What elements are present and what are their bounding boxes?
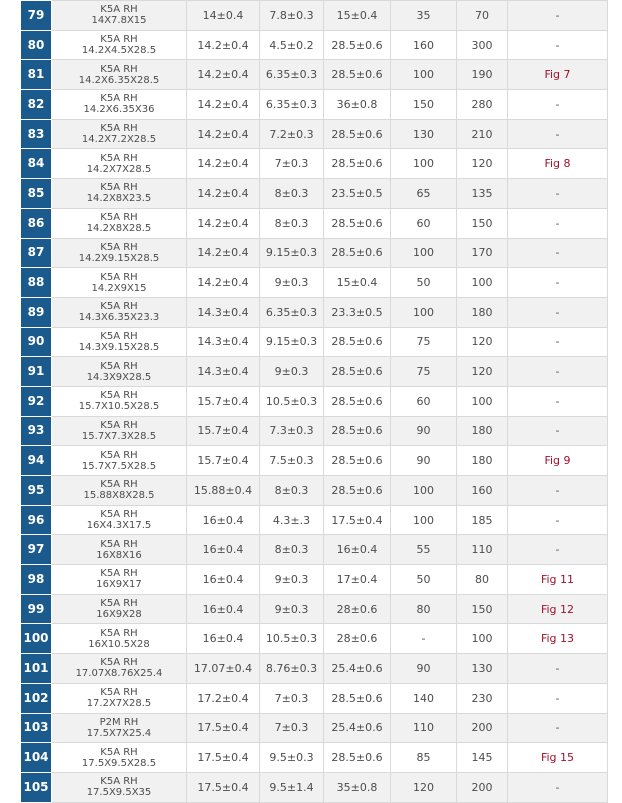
part-size: 14.2X9X15 bbox=[91, 282, 147, 294]
row-number: 92 bbox=[21, 386, 52, 416]
part-size: 14.3X9.15X28.5 bbox=[78, 341, 160, 353]
table-row bbox=[21, 386, 608, 416]
table-row bbox=[21, 327, 608, 357]
figure-cell: - bbox=[508, 30, 608, 60]
value2-cell: 300 bbox=[457, 30, 508, 60]
part-name bbox=[52, 60, 187, 90]
diameter-cell: 16±0.4 bbox=[187, 624, 260, 654]
part-name bbox=[52, 594, 187, 624]
diameter-cell: 15.7±0.4 bbox=[187, 446, 260, 476]
part-series: K5A RH bbox=[100, 509, 138, 521]
value1-cell: 100 bbox=[391, 60, 457, 90]
value1-cell: 160 bbox=[391, 30, 457, 60]
figure-cell: - bbox=[508, 505, 608, 535]
length-cell: 28.5±0.6 bbox=[324, 416, 391, 446]
figure-cell: Fig 11 bbox=[508, 565, 608, 595]
value2-cell: 70 bbox=[457, 1, 508, 31]
part-name bbox=[52, 208, 187, 238]
part-series: K5A RH bbox=[100, 34, 138, 46]
table-row bbox=[21, 60, 608, 90]
part-series: K5A RH bbox=[100, 479, 138, 491]
value2-cell: 120 bbox=[457, 327, 508, 357]
part-size: 17.5X9.5X28.5 bbox=[81, 757, 157, 769]
width-cell: 7.8±0.3 bbox=[260, 1, 324, 31]
product-table bbox=[20, 0, 608, 803]
width-cell: 7±0.3 bbox=[260, 713, 324, 743]
part-size: 16X8X16 bbox=[96, 549, 142, 561]
width-cell: 7.5±0.3 bbox=[260, 446, 324, 476]
value2-cell: 200 bbox=[457, 772, 508, 802]
value1-cell: 60 bbox=[391, 386, 457, 416]
length-cell: 17.5±0.4 bbox=[324, 505, 391, 535]
diameter-cell: 14.2±0.4 bbox=[187, 30, 260, 60]
width-cell: 8.76±0.3 bbox=[260, 654, 324, 684]
length-cell: 28.5±0.6 bbox=[324, 149, 391, 179]
figure-cell: - bbox=[508, 1, 608, 31]
part-size: 14.3X9X28.5 bbox=[86, 371, 152, 383]
value1-cell: 75 bbox=[391, 327, 457, 357]
part-name bbox=[52, 179, 187, 209]
diameter-cell: 16±0.4 bbox=[187, 505, 260, 535]
part-size: 17.07X8.76X25.4 bbox=[75, 668, 163, 680]
diameter-cell: 16±0.4 bbox=[187, 565, 260, 595]
part-size: 14.2X7X28.5 bbox=[86, 163, 152, 175]
value2-cell: 145 bbox=[457, 743, 508, 773]
table-row bbox=[21, 268, 608, 298]
row-number: 93 bbox=[21, 416, 52, 446]
width-cell: 7±0.3 bbox=[260, 683, 324, 713]
row-number: 85 bbox=[21, 179, 52, 209]
value2-cell: 100 bbox=[457, 386, 508, 416]
part-name bbox=[52, 30, 187, 60]
figure-cell: - bbox=[508, 268, 608, 298]
part-name bbox=[52, 90, 187, 120]
value1-cell: 90 bbox=[391, 654, 457, 684]
diameter-cell: 15.7±0.4 bbox=[187, 386, 260, 416]
value1-cell: 120 bbox=[391, 772, 457, 802]
diameter-cell: 14.2±0.4 bbox=[187, 60, 260, 90]
length-cell: 28.5±0.6 bbox=[324, 327, 391, 357]
width-cell: 6.35±0.3 bbox=[260, 60, 324, 90]
value2-cell: 180 bbox=[457, 416, 508, 446]
length-cell: 28.5±0.6 bbox=[324, 743, 391, 773]
row-number: 86 bbox=[21, 208, 52, 238]
value1-cell: 100 bbox=[391, 505, 457, 535]
row-number: 95 bbox=[21, 476, 52, 506]
value2-cell: 100 bbox=[457, 268, 508, 298]
part-name bbox=[52, 268, 187, 298]
part-name bbox=[52, 624, 187, 654]
width-cell: 9±0.3 bbox=[260, 565, 324, 595]
figure-cell: - bbox=[508, 238, 608, 268]
width-cell: 9.5±1.4 bbox=[260, 772, 324, 802]
part-name bbox=[52, 565, 187, 595]
diameter-cell: 14.2±0.4 bbox=[187, 208, 260, 238]
diameter-cell: 16±0.4 bbox=[187, 594, 260, 624]
part-series: K5A RH bbox=[100, 746, 138, 758]
figure-cell: - bbox=[508, 327, 608, 357]
part-series: K5A RH bbox=[100, 330, 138, 342]
value1-cell: - bbox=[391, 624, 457, 654]
part-series: K5A RH bbox=[100, 776, 138, 788]
width-cell: 9.5±0.3 bbox=[260, 743, 324, 773]
row-number: 82 bbox=[21, 90, 52, 120]
part-series: K5A RH bbox=[100, 93, 138, 105]
diameter-cell: 16±0.4 bbox=[187, 535, 260, 565]
part-size: 14X7.8X15 bbox=[91, 15, 147, 27]
row-number: 81 bbox=[21, 60, 52, 90]
row-number: 80 bbox=[21, 30, 52, 60]
product-table-body bbox=[21, 1, 608, 803]
part-series: K5A RH bbox=[100, 538, 138, 550]
part-series: K5A RH bbox=[100, 4, 138, 16]
table-row bbox=[21, 476, 608, 506]
figure-cell: - bbox=[508, 535, 608, 565]
row-number: 101 bbox=[21, 654, 52, 684]
figure-cell: - bbox=[508, 476, 608, 506]
row-number: 104 bbox=[21, 743, 52, 773]
part-size: 14.2X6.35X28.5 bbox=[78, 74, 160, 86]
row-number: 89 bbox=[21, 297, 52, 327]
width-cell: 7.2±0.3 bbox=[260, 119, 324, 149]
part-name bbox=[52, 386, 187, 416]
table-row bbox=[21, 149, 608, 179]
figure-cell: - bbox=[508, 357, 608, 387]
value1-cell: 50 bbox=[391, 268, 457, 298]
table-row bbox=[21, 594, 608, 624]
width-cell: 9.15±0.3 bbox=[260, 327, 324, 357]
part-name bbox=[52, 743, 187, 773]
diameter-cell: 14.3±0.4 bbox=[187, 327, 260, 357]
value2-cell: 135 bbox=[457, 179, 508, 209]
part-series: K5A RH bbox=[100, 568, 138, 580]
part-size: 15.7X10.5X28.5 bbox=[78, 401, 160, 413]
width-cell: 4.5±0.2 bbox=[260, 30, 324, 60]
diameter-cell: 14.3±0.4 bbox=[187, 297, 260, 327]
part-series: K5A RH bbox=[100, 123, 138, 135]
value1-cell: 80 bbox=[391, 594, 457, 624]
diameter-cell: 17.5±0.4 bbox=[187, 743, 260, 773]
diameter-cell: 14.2±0.4 bbox=[187, 268, 260, 298]
figure-cell: - bbox=[508, 386, 608, 416]
value2-cell: 150 bbox=[457, 208, 508, 238]
figure-cell: - bbox=[508, 416, 608, 446]
value2-cell: 170 bbox=[457, 238, 508, 268]
length-cell: 35±0.8 bbox=[324, 772, 391, 802]
part-size: 14.2X9.15X28.5 bbox=[78, 252, 160, 264]
part-size: 14.2X4.5X28.5 bbox=[81, 45, 157, 57]
length-cell: 23.5±0.5 bbox=[324, 179, 391, 209]
part-name bbox=[52, 772, 187, 802]
part-series: K5A RH bbox=[100, 271, 138, 283]
diameter-cell: 14.2±0.4 bbox=[187, 238, 260, 268]
length-cell: 17±0.4 bbox=[324, 565, 391, 595]
figure-cell: - bbox=[508, 683, 608, 713]
length-cell: 28.5±0.6 bbox=[324, 446, 391, 476]
part-name bbox=[52, 505, 187, 535]
value1-cell: 60 bbox=[391, 208, 457, 238]
value1-cell: 100 bbox=[391, 297, 457, 327]
row-number: 96 bbox=[21, 505, 52, 535]
part-series: K5A RH bbox=[100, 390, 138, 402]
figure-cell: - bbox=[508, 654, 608, 684]
table-row bbox=[21, 1, 608, 31]
part-size: 16X4.3X17.5 bbox=[86, 520, 152, 532]
table-row bbox=[21, 565, 608, 595]
part-size: 16X10.5X28 bbox=[88, 638, 150, 650]
row-number: 97 bbox=[21, 535, 52, 565]
width-cell: 8±0.3 bbox=[260, 476, 324, 506]
table-row bbox=[21, 713, 608, 743]
row-number: 98 bbox=[21, 565, 52, 595]
figure-cell: - bbox=[508, 90, 608, 120]
table-row bbox=[21, 208, 608, 238]
part-size: 14.2X6.35X36 bbox=[83, 104, 155, 116]
part-series: K5A RH bbox=[100, 63, 138, 75]
part-size: 16X9X28 bbox=[96, 609, 142, 621]
part-series: K5A RH bbox=[100, 241, 138, 253]
part-name bbox=[52, 149, 187, 179]
table-row bbox=[21, 772, 608, 802]
figure-cell: - bbox=[508, 297, 608, 327]
part-series: P2M RH bbox=[99, 716, 139, 728]
row-number: 91 bbox=[21, 357, 52, 387]
row-number: 94 bbox=[21, 446, 52, 476]
value1-cell: 130 bbox=[391, 119, 457, 149]
length-cell: 28.5±0.6 bbox=[324, 357, 391, 387]
diameter-cell: 14.3±0.4 bbox=[187, 357, 260, 387]
width-cell: 9±0.3 bbox=[260, 594, 324, 624]
length-cell: 28±0.6 bbox=[324, 624, 391, 654]
part-series: K5A RH bbox=[100, 152, 138, 164]
part-size: 14.2X8X23.5 bbox=[86, 193, 152, 205]
width-cell: 7±0.3 bbox=[260, 149, 324, 179]
part-size: 17.5X9.5X35 bbox=[86, 787, 152, 799]
diameter-cell: 14±0.4 bbox=[187, 1, 260, 31]
value2-cell: 280 bbox=[457, 90, 508, 120]
width-cell: 9.15±0.3 bbox=[260, 238, 324, 268]
part-series: K5A RH bbox=[100, 182, 138, 194]
part-name bbox=[52, 238, 187, 268]
diameter-cell: 15.7±0.4 bbox=[187, 416, 260, 446]
figure-cell: Fig 15 bbox=[508, 743, 608, 773]
part-size: 14.2X7.2X28.5 bbox=[81, 134, 157, 146]
length-cell: 23.3±0.5 bbox=[324, 297, 391, 327]
part-name bbox=[52, 297, 187, 327]
row-number: 103 bbox=[21, 713, 52, 743]
table-row bbox=[21, 446, 608, 476]
figure-cell: Fig 13 bbox=[508, 624, 608, 654]
diameter-cell: 17.5±0.4 bbox=[187, 713, 260, 743]
part-name bbox=[52, 119, 187, 149]
value2-cell: 120 bbox=[457, 357, 508, 387]
figure-cell: - bbox=[508, 179, 608, 209]
part-series: K5A RH bbox=[100, 301, 138, 313]
width-cell: 9±0.3 bbox=[260, 357, 324, 387]
value1-cell: 75 bbox=[391, 357, 457, 387]
value1-cell: 55 bbox=[391, 535, 457, 565]
table-row bbox=[21, 238, 608, 268]
width-cell: 8±0.3 bbox=[260, 208, 324, 238]
diameter-cell: 14.2±0.4 bbox=[187, 179, 260, 209]
value2-cell: 110 bbox=[457, 535, 508, 565]
value1-cell: 90 bbox=[391, 446, 457, 476]
part-size: 17.2X7X28.5 bbox=[86, 698, 152, 710]
row-number: 105 bbox=[21, 772, 52, 802]
length-cell: 28.5±0.6 bbox=[324, 476, 391, 506]
value2-cell: 150 bbox=[457, 594, 508, 624]
table-row bbox=[21, 179, 608, 209]
figure-cell: Fig 12 bbox=[508, 594, 608, 624]
figure-cell: - bbox=[508, 119, 608, 149]
value1-cell: 100 bbox=[391, 476, 457, 506]
table-row bbox=[21, 119, 608, 149]
table-row bbox=[21, 654, 608, 684]
row-number: 79 bbox=[21, 1, 52, 31]
part-series: K5A RH bbox=[100, 598, 138, 610]
part-series: K5A RH bbox=[100, 657, 138, 669]
length-cell: 36±0.8 bbox=[324, 90, 391, 120]
length-cell: 25.4±0.6 bbox=[324, 713, 391, 743]
row-number: 102 bbox=[21, 683, 52, 713]
table-row bbox=[21, 416, 608, 446]
value1-cell: 150 bbox=[391, 90, 457, 120]
part-name bbox=[52, 683, 187, 713]
length-cell: 16±0.4 bbox=[324, 535, 391, 565]
table-row bbox=[21, 357, 608, 387]
table-row bbox=[21, 743, 608, 773]
part-series: K5A RH bbox=[100, 360, 138, 372]
part-name bbox=[52, 713, 187, 743]
width-cell: 6.35±0.3 bbox=[260, 297, 324, 327]
value2-cell: 130 bbox=[457, 654, 508, 684]
value2-cell: 180 bbox=[457, 297, 508, 327]
length-cell: 28.5±0.6 bbox=[324, 119, 391, 149]
row-number: 99 bbox=[21, 594, 52, 624]
diameter-cell: 17.2±0.4 bbox=[187, 683, 260, 713]
table-row bbox=[21, 683, 608, 713]
value1-cell: 140 bbox=[391, 683, 457, 713]
length-cell: 28.5±0.6 bbox=[324, 60, 391, 90]
value2-cell: 200 bbox=[457, 713, 508, 743]
width-cell: 10.5±0.3 bbox=[260, 386, 324, 416]
table-row bbox=[21, 624, 608, 654]
width-cell: 7.3±0.3 bbox=[260, 416, 324, 446]
row-number: 87 bbox=[21, 238, 52, 268]
value2-cell: 190 bbox=[457, 60, 508, 90]
value1-cell: 100 bbox=[391, 238, 457, 268]
part-series: K5A RH bbox=[100, 419, 138, 431]
value1-cell: 65 bbox=[391, 179, 457, 209]
part-series: K5A RH bbox=[100, 449, 138, 461]
value1-cell: 110 bbox=[391, 713, 457, 743]
part-size: 17.5X7X25.4 bbox=[86, 727, 152, 739]
diameter-cell: 14.2±0.4 bbox=[187, 149, 260, 179]
value1-cell: 90 bbox=[391, 416, 457, 446]
length-cell: 28.5±0.6 bbox=[324, 386, 391, 416]
table-row bbox=[21, 90, 608, 120]
part-name bbox=[52, 446, 187, 476]
table-row bbox=[21, 535, 608, 565]
length-cell: 15±0.4 bbox=[324, 1, 391, 31]
width-cell: 10.5±0.3 bbox=[260, 624, 324, 654]
value2-cell: 230 bbox=[457, 683, 508, 713]
diameter-cell: 17.07±0.4 bbox=[187, 654, 260, 684]
part-name bbox=[52, 476, 187, 506]
length-cell: 28.5±0.6 bbox=[324, 238, 391, 268]
value2-cell: 160 bbox=[457, 476, 508, 506]
part-name bbox=[52, 535, 187, 565]
part-size: 14.3X6.35X23.3 bbox=[78, 312, 160, 324]
value1-cell: 100 bbox=[391, 149, 457, 179]
table-row bbox=[21, 297, 608, 327]
diameter-cell: 14.2±0.4 bbox=[187, 90, 260, 120]
part-name bbox=[52, 357, 187, 387]
length-cell: 28.5±0.6 bbox=[324, 683, 391, 713]
width-cell: 6.35±0.3 bbox=[260, 90, 324, 120]
value2-cell: 80 bbox=[457, 565, 508, 595]
diameter-cell: 17.5±0.4 bbox=[187, 772, 260, 802]
value2-cell: 210 bbox=[457, 119, 508, 149]
part-size: 15.7X7.5X28.5 bbox=[81, 460, 157, 472]
part-size: 14.2X8X28.5 bbox=[86, 223, 152, 235]
figure-cell: Fig 9 bbox=[508, 446, 608, 476]
row-number: 83 bbox=[21, 119, 52, 149]
figure-cell: - bbox=[508, 713, 608, 743]
value2-cell: 180 bbox=[457, 446, 508, 476]
row-number: 84 bbox=[21, 149, 52, 179]
row-number: 88 bbox=[21, 268, 52, 298]
part-name bbox=[52, 416, 187, 446]
width-cell: 9±0.3 bbox=[260, 268, 324, 298]
width-cell: 4.3±.3 bbox=[260, 505, 324, 535]
part-size: 15.88X8X28.5 bbox=[83, 490, 155, 502]
part-name bbox=[52, 327, 187, 357]
part-series: K5A RH bbox=[100, 687, 138, 699]
row-number: 90 bbox=[21, 327, 52, 357]
diameter-cell: 15.88±0.4 bbox=[187, 476, 260, 506]
figure-cell: Fig 8 bbox=[508, 149, 608, 179]
length-cell: 28±0.6 bbox=[324, 594, 391, 624]
figure-cell: - bbox=[508, 208, 608, 238]
value1-cell: 50 bbox=[391, 565, 457, 595]
width-cell: 8±0.3 bbox=[260, 535, 324, 565]
length-cell: 25.4±0.6 bbox=[324, 654, 391, 684]
length-cell: 15±0.4 bbox=[324, 268, 391, 298]
part-series: K5A RH bbox=[100, 627, 138, 639]
width-cell: 8±0.3 bbox=[260, 179, 324, 209]
diameter-cell: 14.2±0.4 bbox=[187, 119, 260, 149]
value1-cell: 85 bbox=[391, 743, 457, 773]
part-name bbox=[52, 654, 187, 684]
row-number: 100 bbox=[21, 624, 52, 654]
length-cell: 28.5±0.6 bbox=[324, 208, 391, 238]
value2-cell: 100 bbox=[457, 624, 508, 654]
value2-cell: 120 bbox=[457, 149, 508, 179]
part-size: 16X9X17 bbox=[96, 579, 142, 591]
part-name bbox=[52, 1, 187, 31]
figure-cell: - bbox=[508, 772, 608, 802]
part-series: K5A RH bbox=[100, 212, 138, 224]
table-row bbox=[21, 30, 608, 60]
figure-cell: Fig 7 bbox=[508, 60, 608, 90]
part-size: 15.7X7.3X28.5 bbox=[81, 430, 157, 442]
table-row bbox=[21, 505, 608, 535]
value2-cell: 185 bbox=[457, 505, 508, 535]
value1-cell: 35 bbox=[391, 1, 457, 31]
length-cell: 28.5±0.6 bbox=[324, 30, 391, 60]
